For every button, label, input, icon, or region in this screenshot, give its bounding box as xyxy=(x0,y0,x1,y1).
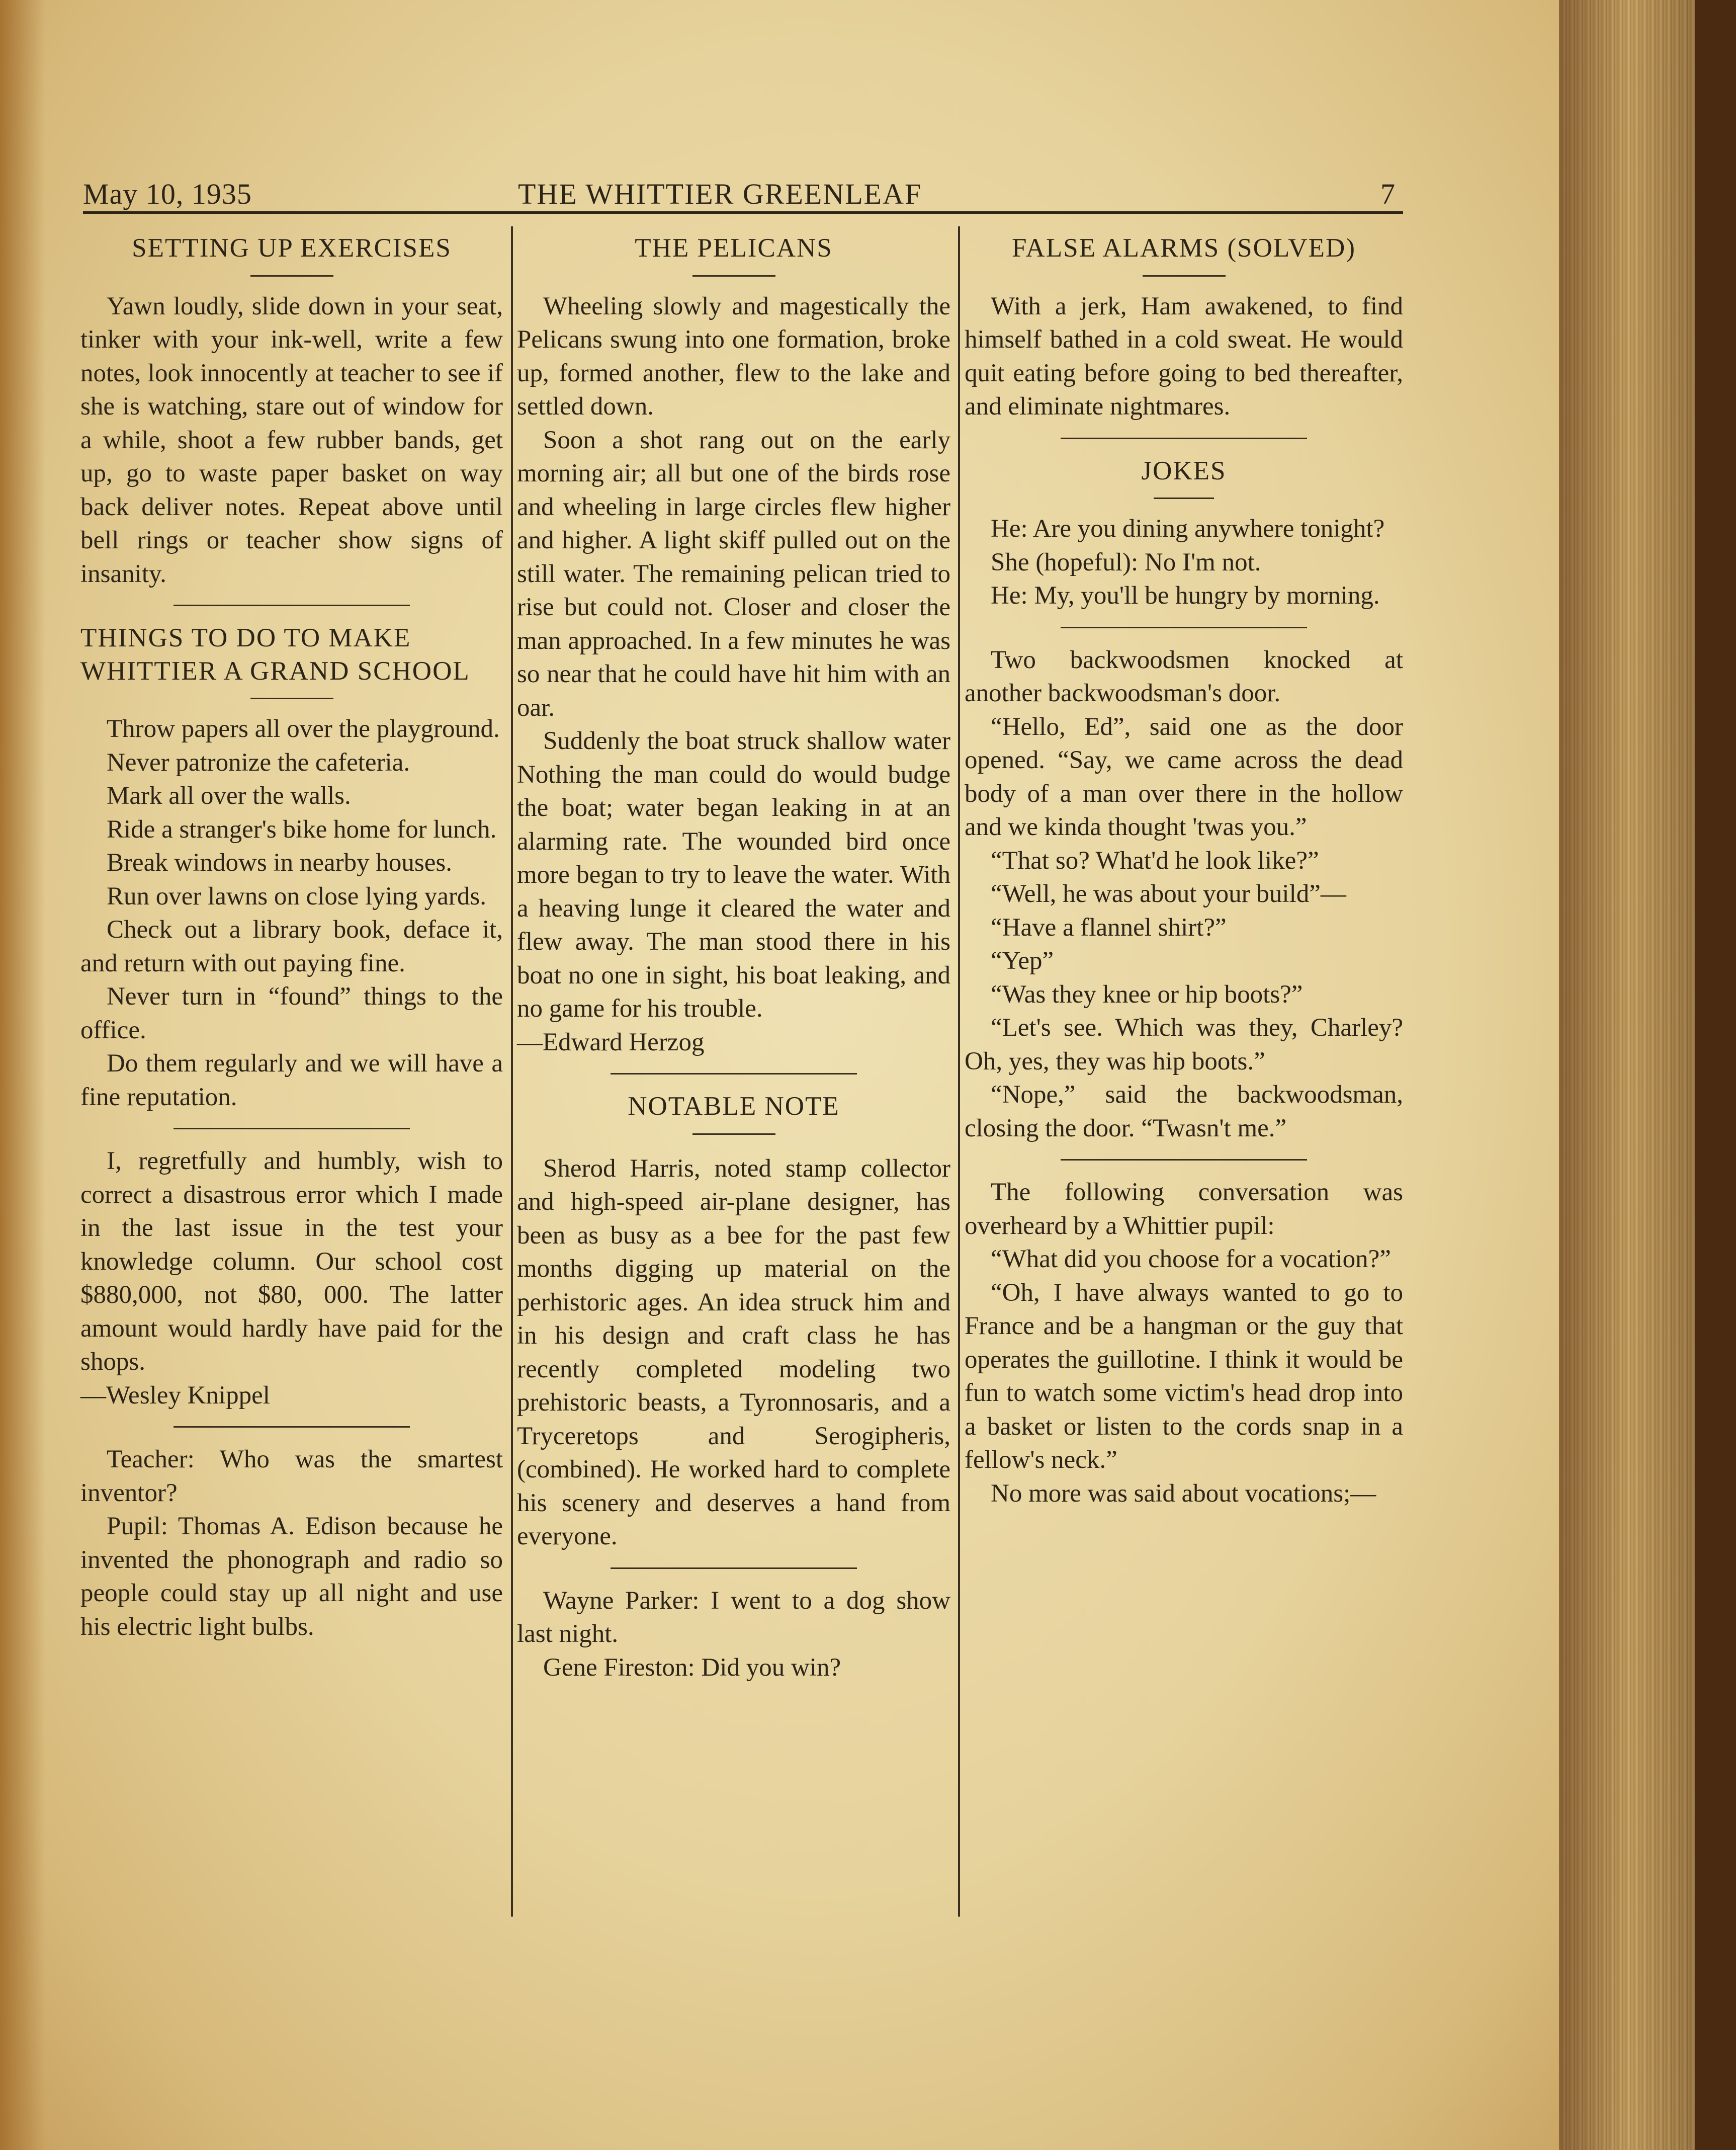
setting-up-exercises-title: SETTING UP EXERCISES xyxy=(132,233,452,263)
backwoods-line: “Yep” xyxy=(991,947,1054,975)
book-spine xyxy=(1695,0,1736,2150)
jokes-title: JOKES xyxy=(1141,456,1227,485)
correction-signature: —Wesley Knippel xyxy=(80,1381,270,1410)
section-rule xyxy=(1154,498,1214,499)
backwoods-line: “Was they knee or hip boots?” xyxy=(991,980,1303,1009)
backwoods-line: “That so? What'd he look like?” xyxy=(991,846,1319,875)
column-divider xyxy=(958,226,960,1917)
section-rule xyxy=(250,275,333,277)
pelicans-signature: —Edward Herzog xyxy=(517,1028,705,1056)
notable-note-body: Sherod Harris, noted stamp collector and high-speed air-plane designer, has been as busy as a bee for the past few months digging up material on the perhistoric ages. An idea struck him and in his design and craft class he has recently completed modeling two prehistoric beasts, a Tyronnosaris, and a Tryceretops and Serogipheris, (combined). He worked hard to complete his scenery and deserves a hand from everyone. xyxy=(517,1154,950,1550)
column-divider xyxy=(511,226,513,1917)
dog-show-line: Wayne Parker: I went to a dog show last night. xyxy=(517,1586,950,1648)
false-alarms-body: With a jerk, Ham awakened, to find himself bathed in a cold sweat. He would quit eating before going to bed thereafter, and eliminate nightmares. xyxy=(965,292,1403,421)
column-3 xyxy=(965,231,1403,1510)
section-rule xyxy=(1143,275,1226,277)
section-rule xyxy=(611,1073,857,1074)
things-item: Ride a stranger's bike home for lunch. xyxy=(107,815,497,844)
backwoods-line: “Nope,” said the backwoodsman, closing the door. “Twasn't me.” xyxy=(965,1081,1403,1142)
column-2 xyxy=(517,231,950,1684)
things-item: Never turn in “found” things to the office. xyxy=(80,982,503,1044)
newspaper-title: THE WHITTIER GREENLEAF xyxy=(518,178,922,210)
false-alarms-title: FALSE ALARMS (SOLVED) xyxy=(1012,233,1356,263)
column-1 xyxy=(80,231,503,1643)
section-rule xyxy=(1061,627,1307,628)
backwoods-line: “Let's see. Which was they, Charley? Oh, yes, they was hip boots.” xyxy=(965,1014,1403,1076)
correction-body: I, regretfully and humbly, wish to correct a disastrous error which I made in the last issue in the test your knowledge column. Our school cost $880,000, not $80, 000. The latter amount would hardly have paid for the shops. xyxy=(80,1147,503,1376)
things-item: Check out a library book, deface it, and return with out paying fine. xyxy=(80,916,503,977)
vocation-line: “What did you choose for a vocation?” xyxy=(991,1245,1391,1273)
things-item: Break windows in nearby houses. xyxy=(107,849,452,877)
section-rule xyxy=(692,1133,775,1135)
things-item: Do them regularly and we will have a fine reputation. xyxy=(80,1049,503,1111)
things-item: Mark all over the walls. xyxy=(107,782,351,810)
things-to-do-title: THINGS TO DO TO MAKE WHITTIER A GRAND SCHOOL xyxy=(80,623,470,686)
issue-date: May 10, 1935 xyxy=(83,178,252,210)
pelicans-paragraph: Wheeling slowly and magestically the Pelicans swung into one formation, broke up, formed another, flew to the lake and settled down. xyxy=(517,292,950,421)
header-rule xyxy=(83,211,1403,214)
page-header xyxy=(83,177,1403,212)
section-rule xyxy=(692,275,775,277)
backwoods-line: “Well, he was about your build”— xyxy=(991,880,1346,908)
inventor-answer: Pupil: Thomas A. Edison because he invented the phonograph and radio so people could stay up all night and use his electric light bulbs. xyxy=(80,1512,503,1641)
page-number: 7 xyxy=(1380,178,1396,210)
setting-up-exercises-body: Yawn loudly, slide down in your seat, tinker with your ink-well, write a few notes, look innocently at teacher to see if she is watching, stare out of window for a while, shoot a few rubber bands, get up, go to waste paper basket on way back deliver notes. Repeat above until bell rings or teacher show signs of insanity. xyxy=(80,292,503,588)
things-item: Run over lawns on close lying yards. xyxy=(107,882,486,911)
pelicans-paragraph: Soon a shot rang out on the early morning air; all but one of the birds rose and wheeling in large circles flew higher and higher. A light skiff pulled out on the still water. The remaining pelican tried to rise but could not. Closer and closer the man approached. In a few minutes he was so near that he could have hit him with an oar. xyxy=(517,426,950,722)
dog-show-line: Gene Fireston: Did you win? xyxy=(543,1653,841,1682)
section-rule xyxy=(1061,438,1307,439)
things-item: Throw papers all over the playground. xyxy=(107,715,500,743)
backwoods-line: “Hello, Ed”, said one as the door opened. “Say, we came across the dead body of a man over there in the hollow and we kinda thought 'twas you.” xyxy=(965,712,1403,841)
section-rule xyxy=(173,605,410,606)
backwoods-line: “Have a flannel shirt?” xyxy=(991,913,1227,942)
notable-note-title: NOTABLE NOTE xyxy=(628,1092,840,1121)
binding-shadow xyxy=(0,0,45,2150)
vocation-line: The following conversation was overheard by a Whittier pupil: xyxy=(965,1178,1403,1240)
joke-line: She (hopeful): No I'm not. xyxy=(991,548,1261,576)
pelicans-paragraph: Suddenly the boat struck shallow water Nothing the man could do would budge the boat; water began leaking in at an alarming rate. The wounded bird once more began to try to leave the water. With a heaving lunge it cleared the water and flew away. The man stood there in his boat no one in sight, his boat leaking, and no game for his trouble. xyxy=(517,727,950,1023)
vocation-line: No more was said about vocations;— xyxy=(991,1479,1376,1508)
things-item: Never patronize the cafeteria. xyxy=(107,748,410,777)
inventor-question: Teacher: Who was the smartest inventor? xyxy=(80,1445,503,1507)
backwoods-line: Two backwoodsmen knocked at another backwoodsman's door. xyxy=(965,645,1403,707)
pelicans-title: THE PELICANS xyxy=(635,233,833,263)
section-rule xyxy=(250,698,333,699)
section-rule xyxy=(611,1567,857,1569)
section-rule xyxy=(173,1426,410,1428)
section-rule xyxy=(1061,1159,1307,1161)
section-rule xyxy=(173,1128,410,1129)
joke-line: He: My, you'll be hungry by morning. xyxy=(991,582,1380,610)
joke-line: He: Are you dining anywhere tonight? xyxy=(991,515,1385,543)
vocation-line: “Oh, I have always wanted to go to France and be a hangman or the guy that operates the guillotine. I think it would be fun to watch some victim's head drop into a basket or listen to the cords snap in a fellow's neck.” xyxy=(965,1278,1403,1474)
